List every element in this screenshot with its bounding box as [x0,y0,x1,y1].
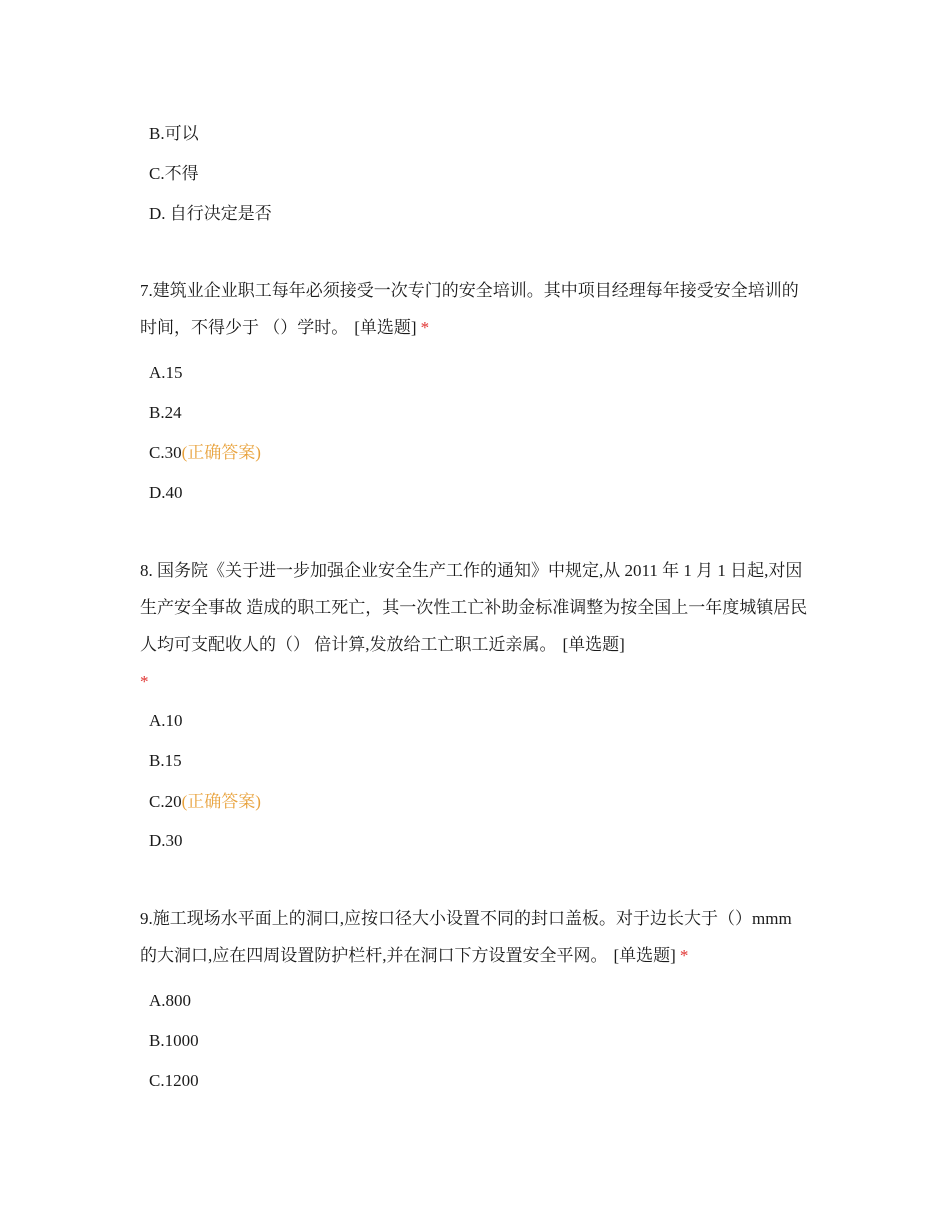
option-label: A.10 [149,711,183,730]
option-c[interactable] [149,790,261,814]
option-label: D. 自行决定是否 [149,204,272,223]
option-b[interactable] [149,1029,199,1053]
option-label: D.30 [149,831,183,850]
correct-answer-mark: (正确答案) [181,443,261,462]
option-label: A.800 [149,991,192,1010]
option-label: C.不得 [149,164,199,183]
question-8 [140,552,812,700]
question-9 [140,900,812,974]
option-c[interactable] [149,1069,199,1093]
option-label: B.1000 [149,1031,199,1050]
option-b[interactable] [149,401,182,425]
required-mark: * [140,672,149,691]
option-label: C.1200 [149,1071,199,1090]
option-d[interactable] [149,202,272,226]
question-7 [140,272,812,346]
option-d[interactable] [149,829,183,853]
option-label: D.40 [149,483,183,502]
option-a[interactable] [149,709,183,733]
option-a[interactable] [149,361,183,385]
question-text: 7.建筑业企业职工每年必须接受一次专门的安全培训。其中项目经理每年接受安全培训的时间，不得少于 （）学时。 [140,281,799,337]
question-type-tag: [单选题] [562,635,625,654]
option-label: A.15 [149,363,183,382]
option-c[interactable] [149,441,261,465]
option-label: C.30 [149,443,182,462]
option-a[interactable] [149,989,191,1013]
correct-answer-mark: (正确答案) [181,792,261,811]
question-type-tag: [单选题] [613,946,676,965]
option-b[interactable] [149,749,182,773]
required-mark: * [679,946,689,965]
option-d[interactable] [149,481,183,505]
option-label: B.24 [149,403,182,422]
option-label: C.20 [149,792,182,811]
option-label: B.可以 [149,124,199,143]
required-mark: * [420,318,430,337]
option-label: B.15 [149,751,182,770]
question-type-tag: [单选题] [354,318,417,337]
question-text: 8. 国务院《关于进一步加强企业安全生产工作的通知》中规定,从 2011 年 1 月 1 日起,对因生产安全事故 造成的职工死亡，其一次性工亡补助金标准调整为按全国上一年度城镇居民人均可支配收人的（） 倍计算,发放给工亡职工近亲属。 [140,561,808,654]
option-b[interactable] [149,122,199,146]
question-text: 9.施工现场水平面上的洞口,应按口径大小设置不同的封口盖板。对于边长大于（）mmm 的大洞口,应在四周设置防护栏杆,并在洞口下方设置安全平网。 [140,909,792,965]
option-c[interactable] [149,162,199,186]
